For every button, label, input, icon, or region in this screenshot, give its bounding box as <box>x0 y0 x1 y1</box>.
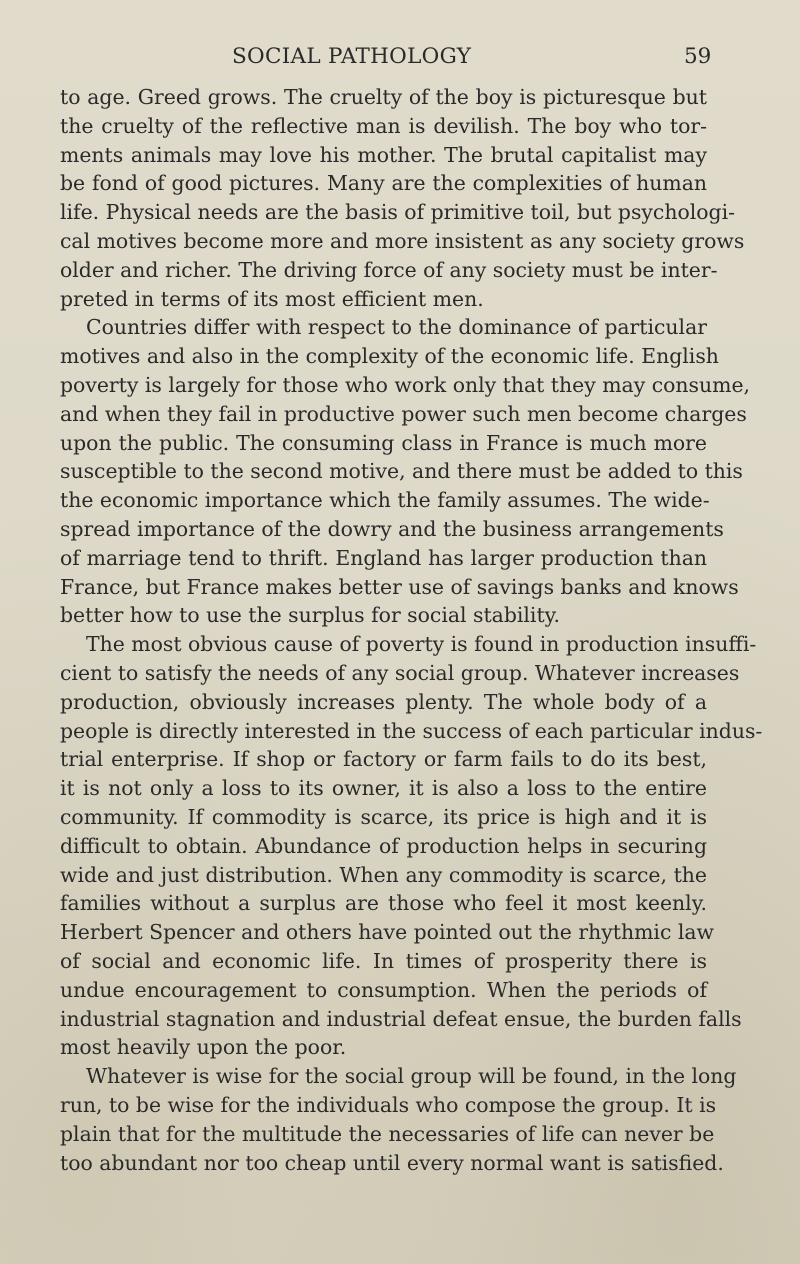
text-line: cal motives become more and more insistent as any society grows <box>60 229 745 253</box>
text-line: wide and just distribution. When any commodity is scarce, the <box>60 862 707 887</box>
running-title: SOCIAL PATHOLOGY <box>232 44 472 69</box>
text-line: better how to use the surplus for social stability. <box>60 603 560 628</box>
text-line: too abundant nor too cheap until every normal want is satisfied. <box>60 1150 724 1175</box>
text-line: susceptible to the second motive, and there must be added to this <box>60 459 743 484</box>
text-line: and when they fail in productive power such men become charges <box>60 401 747 426</box>
text-line: undue encouragement to consumption. When the periods of <box>60 977 707 1002</box>
text-line: the economic importance which the family assumes. The wide- <box>60 488 710 513</box>
text-line: Herbert Spencer and others have pointed out the rhythmic law <box>60 920 714 945</box>
text-line: upon the public. The consuming class in France is much more <box>60 430 707 455</box>
text-line: industrial stagnation and industrial defeat ensue, the burden falls <box>60 1006 742 1031</box>
text-line: people is directly interested in the success of each particular indus- <box>60 718 763 743</box>
text-line: most heavily upon the poor. <box>60 1035 347 1060</box>
text-line: of marriage tend to thrift. England has larger production than <box>60 545 707 570</box>
text-line: France, but France makes better use of savings banks and knows <box>60 574 739 599</box>
text-line: difficult to obtain. Abundance of production helps in securing <box>60 833 707 858</box>
text-line: spread importance of the dowry and the business arrangements <box>60 517 724 541</box>
text-line: the cruelty of the reflective man is devilish. The boy who tor- <box>60 113 707 138</box>
text-line: be fond of good pictures. Many are the complexities of human <box>60 171 707 196</box>
text-line: to age. Greed grows. The cruelty of the boy is picturesque but <box>60 85 707 109</box>
text-line: poverty is largely for those who work only that they may consume, <box>60 373 751 397</box>
text-line: families without a surplus are those who feel it most keenly. <box>60 891 707 916</box>
text-line: life. Physical needs are the basis of primitive toil, but psychologi- <box>60 200 736 225</box>
text-line: motives and also in the complexity of the economic life. English <box>60 344 719 369</box>
text-line: trial enterprise. If shop or factory or farm fails to do its best, <box>60 747 707 772</box>
text-line: ments animals may love his mother. The brutal capitalist may <box>60 142 707 167</box>
text-line: Whatever is wise for the social group will be found, in the long <box>86 1064 737 1089</box>
text-line: production, obviously increases plenty. The whole body of a <box>60 689 707 714</box>
text-line: cient to satisfy the needs of any social group. Whatever increases <box>60 661 740 685</box>
text-line: preted in terms of its most efficient men. <box>60 286 484 311</box>
text-line: it is not only a loss to its owner, it is also a loss to the entire <box>60 776 707 801</box>
text-line: of social and economic life. In times of prosperity there is <box>60 949 707 973</box>
text-line: Countries differ with respect to the dominance of particular <box>86 315 707 340</box>
text-line: community. If commodity is scarce, its price is high and it is <box>60 805 707 829</box>
text-line: The most obvious cause of poverty is found in production insuffi- <box>86 632 757 657</box>
text-line: plain that for the multitude the necessaries of life can never be <box>60 1121 715 1146</box>
text-line: run, to be wise for the individuals who compose the group. It is <box>60 1093 717 1117</box>
text-line: older and richer. The driving force of any society must be inter- <box>60 257 718 282</box>
page-number: 59 <box>684 44 712 69</box>
